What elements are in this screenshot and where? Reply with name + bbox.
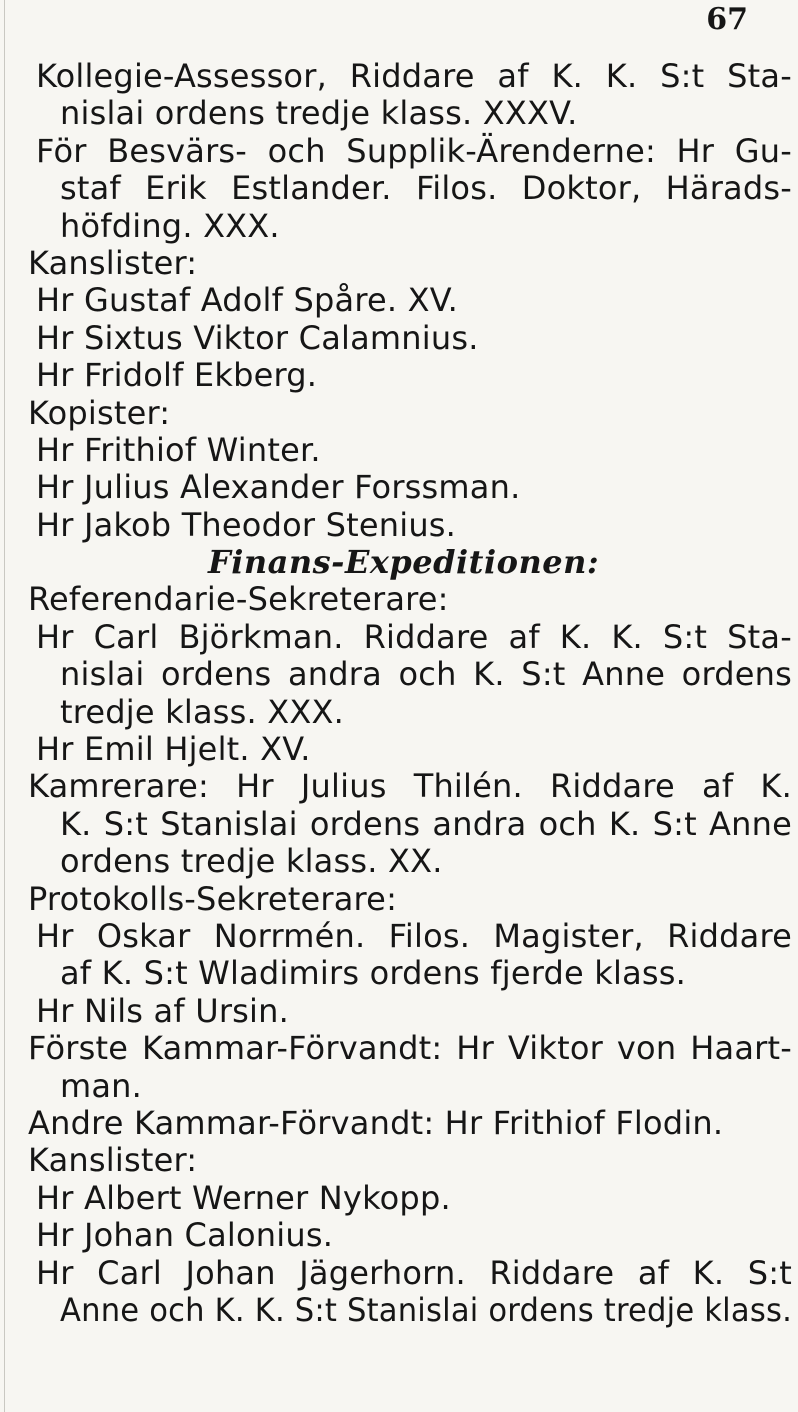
- text-line: Hr Fridolf Ekberg.: [36, 356, 318, 395]
- text-line: af K. S:t Wladimirs ordens fjerde klass.: [60, 954, 687, 993]
- text-line: Kanslister:: [28, 1141, 198, 1180]
- text-block-finans: [28, 581, 792, 1329]
- text-line: nislai ordens tredje klass. XXXV.: [60, 94, 578, 133]
- text-line: Hr Sixtus Viktor Calamnius.: [36, 318, 479, 357]
- text-line: Protokolls-Sekreterare:: [28, 879, 398, 918]
- text-block-kanslis: [28, 58, 792, 544]
- text-line: Kopister:: [28, 393, 171, 432]
- text-line: nislai ordens andra och K. S:t Anne ordens: [60, 655, 792, 694]
- text-line: man.: [60, 1066, 143, 1105]
- text-line: Hr Gustaf Adolf Spåre. XV.: [36, 281, 459, 320]
- text-line: Anne och K. K. S:t Stanislai ordens tredje klass.: [60, 1290, 792, 1329]
- text-line: ordens tredje klass. XX.: [60, 842, 443, 881]
- text-line: Hr Albert Werner Nykopp.: [36, 1178, 451, 1217]
- text-line: Andre Kammar-Förvandt: Hr Frithiof Flodin.: [28, 1103, 724, 1142]
- text-line: Hr Frithiof Winter.: [36, 430, 321, 469]
- document-body: [28, 58, 792, 1329]
- text-line: För Besvärs- och Supplik-Ärenderne: Hr Gu-: [36, 131, 792, 170]
- text-line: Kamrerare: Hr Julius Thilén. Riddare af K.: [28, 767, 792, 806]
- text-line: höfding. XXX.: [60, 206, 280, 245]
- text-line: K. S:t Stanislai ordens andra och K. S:t Anne: [60, 804, 792, 843]
- section-title: Finans-Expeditionen:: [208, 543, 600, 582]
- text-line: tredje klass. XXX.: [60, 692, 345, 731]
- text-line: Hr Jakob Theodor Stenius.: [36, 505, 457, 544]
- text-line: Kanslister:: [28, 243, 198, 282]
- text-line: Hr Oskar Norrmén. Filos. Magister, Riddare: [36, 916, 792, 955]
- page-margin-line: [4, 0, 5, 1412]
- text-line: Hr Carl Björkman. Riddare af K. K. S:t Sta-: [36, 617, 792, 656]
- text-line: Hr Emil Hjelt. XV.: [36, 730, 311, 769]
- text-line: Hr Johan Calonius.: [36, 1216, 334, 1255]
- text-line: Förste Kammar-Förvandt: Hr Viktor von Haart-: [28, 1029, 792, 1068]
- text-line: Hr Nils af Ursin.: [36, 991, 289, 1030]
- text-line: Hr Carl Johan Jägerhorn. Riddare af K. S:t: [36, 1253, 792, 1292]
- text-line: Kollegie-Assessor, Riddare af K. K. S:t Sta-: [36, 57, 792, 95]
- text-line: staf Erik Estlander. Filos. Doktor, Härads-: [60, 169, 792, 208]
- page-number: 67: [706, 2, 748, 37]
- text-line: Referendarie-Sekreterare:: [28, 580, 449, 619]
- text-line: Hr Julius Alexander Forssman.: [36, 468, 521, 507]
